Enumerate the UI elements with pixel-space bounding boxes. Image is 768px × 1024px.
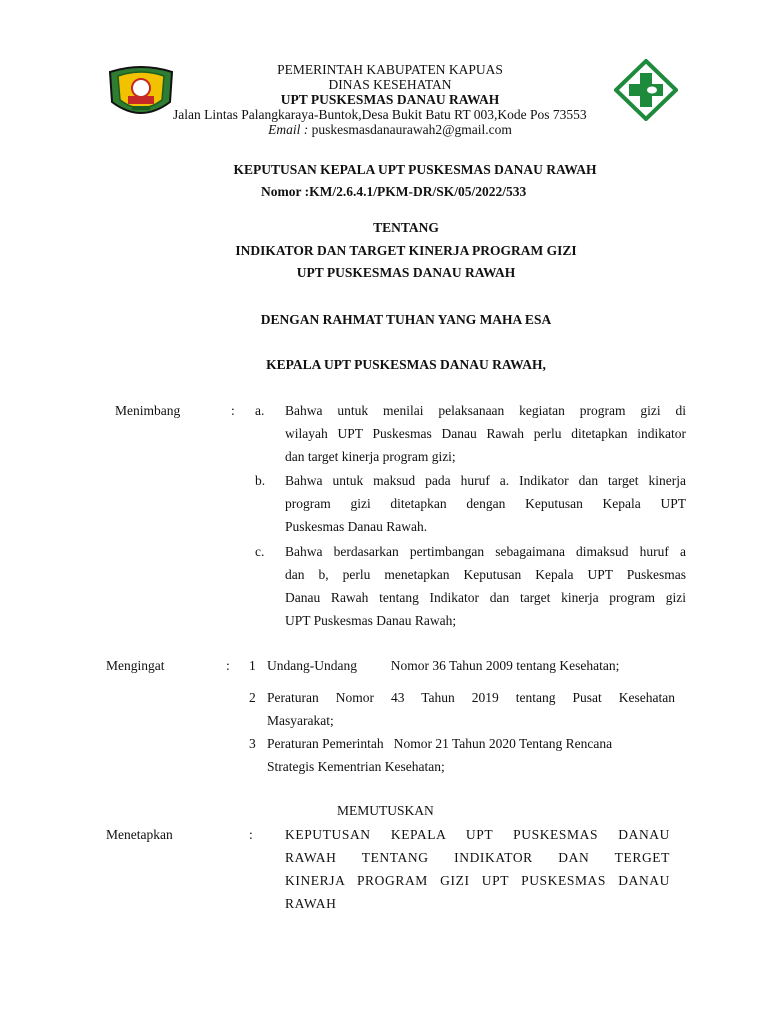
- decree-number: Nomor :KM/2.6.4.1/PKM-DR/SK/05/2022/533: [261, 184, 527, 199]
- email-value: puskesmasdanaurawah2@gmail.com: [308, 122, 512, 137]
- menetapkan-colon: :: [249, 827, 253, 842]
- menimbang-b-line-3: Puskesmas Danau Rawah.: [285, 519, 428, 534]
- menimbang-c-line-1: Bahwa berdasarkan pertimbangan sebagaimana dimaksud huruf a: [285, 544, 686, 559]
- header-line-2: DINAS KESEHATAN: [328, 77, 452, 92]
- menimbang-item-c: [285, 540, 686, 632]
- menimbang-c-line-3: Danau Rawah tentang Indikator dan target kinerja program gizi: [285, 590, 686, 605]
- mengingat-item-2: [267, 686, 675, 732]
- header-email: [180, 122, 600, 138]
- menimbang-a-line-1: Bahwa untuk menilai pelaksanaan kegiatan program gizi di: [285, 403, 686, 418]
- kabupaten-emblem-icon: [106, 62, 176, 124]
- decree-subject-2: UPT PUSKESMAS DANAU RAWAH: [296, 265, 516, 280]
- menimbang-a-line-3: dan target kinerja program gizi;: [285, 449, 456, 464]
- decree-rahmat: DENGAN RAHMAT TUHAN YANG MAHA ESA: [260, 312, 552, 327]
- mengingat-2-line-2: Masyarakat;: [267, 713, 334, 728]
- menimbang-a-line-2: wilayah UPT Puskesmas Danau Rawah perlu ditetapkan indikator: [285, 426, 686, 441]
- mengingat-item-1: Undang-Undang Nomor 36 Tahun 2009 tentang Kesehatan;: [267, 658, 620, 673]
- menimbang-label: Menimbang: [115, 403, 181, 418]
- mengingat-2-line-1: Peraturan Nomor 43 Tahun 2019 tentang Pusat Kesehatan: [267, 690, 675, 705]
- kabupaten-emblem-logo: [106, 62, 176, 124]
- menimbang-item-b-marker: b.: [255, 473, 266, 488]
- mengingat-item-3-marker: 3: [249, 736, 256, 751]
- mengingat-item-2-marker: 2: [249, 690, 256, 705]
- menimbang-c-line-4: UPT Puskesmas Danau Rawah;: [285, 613, 457, 628]
- mengingat-item-1-marker: 1: [249, 658, 256, 673]
- decree-subject-1: INDIKATOR DAN TARGET KINERJA PROGRAM GIZI: [235, 243, 577, 258]
- menimbang-item-a: [285, 399, 686, 468]
- menimbang-c-line-2: dan b, perlu menetapkan Keputusan Kepala UPT Puskesmas: [285, 567, 686, 582]
- menimbang-item-b: [285, 469, 686, 538]
- menimbang-colon: :: [231, 403, 235, 418]
- decree-kepala: KEPALA UPT PUSKESMAS DANAU RAWAH,: [266, 357, 546, 372]
- mengingat-label: Mengingat: [106, 658, 165, 673]
- menimbang-b-line-2: program gizi ditetapkan dengan Keputusan Kepala UPT: [285, 496, 686, 511]
- menetapkan-line-4: RAWAH: [285, 896, 337, 911]
- decree-title: KEPUTUSAN KEPALA UPT PUSKESMAS DANAU RAWAH: [233, 162, 597, 177]
- mengingat-item-3: [267, 732, 675, 778]
- menetapkan-text: [285, 823, 670, 915]
- header-line-3: UPT PUSKESMAS DANAU RAWAH: [280, 92, 500, 107]
- menetapkan-label: Menetapkan: [106, 827, 173, 842]
- header-line-1: PEMERINTAH KABUPATEN KAPUAS: [277, 62, 503, 77]
- mengingat-colon: :: [226, 658, 230, 673]
- mengingat-3-line-2: Strategis Kementrian Kesehatan;: [267, 759, 445, 774]
- menimbang-b-line-1: Bahwa untuk maksud pada huruf a. Indikator dan target kinerja: [285, 473, 686, 488]
- menetapkan-line-1: KEPUTUSAN KEPALA UPT PUSKESMAS DANAU: [285, 827, 670, 842]
- menetapkan-line-3: KINERJA PROGRAM GIZI UPT PUSKESMAS DANAU: [285, 873, 670, 888]
- mengingat-3-line-1: Peraturan Pemerintah Nomor 21 Tahun 2020 Tentang Rencana: [267, 736, 613, 751]
- menetapkan-line-2: RAWAH TENTANG INDIKATOR DAN TERGET: [285, 850, 670, 865]
- decree-tentang: TENTANG: [373, 220, 439, 235]
- menimbang-item-a-marker: a.: [255, 403, 265, 418]
- email-label: Email :: [268, 122, 309, 137]
- header-address: Jalan Lintas Palangkaraya-Buntok,Desa Bukit Batu RT 003,Kode Pos 73553: [173, 107, 587, 122]
- menimbang-item-c-marker: c.: [255, 544, 265, 559]
- memutuskan-heading: MEMUTUSKAN: [337, 803, 434, 818]
